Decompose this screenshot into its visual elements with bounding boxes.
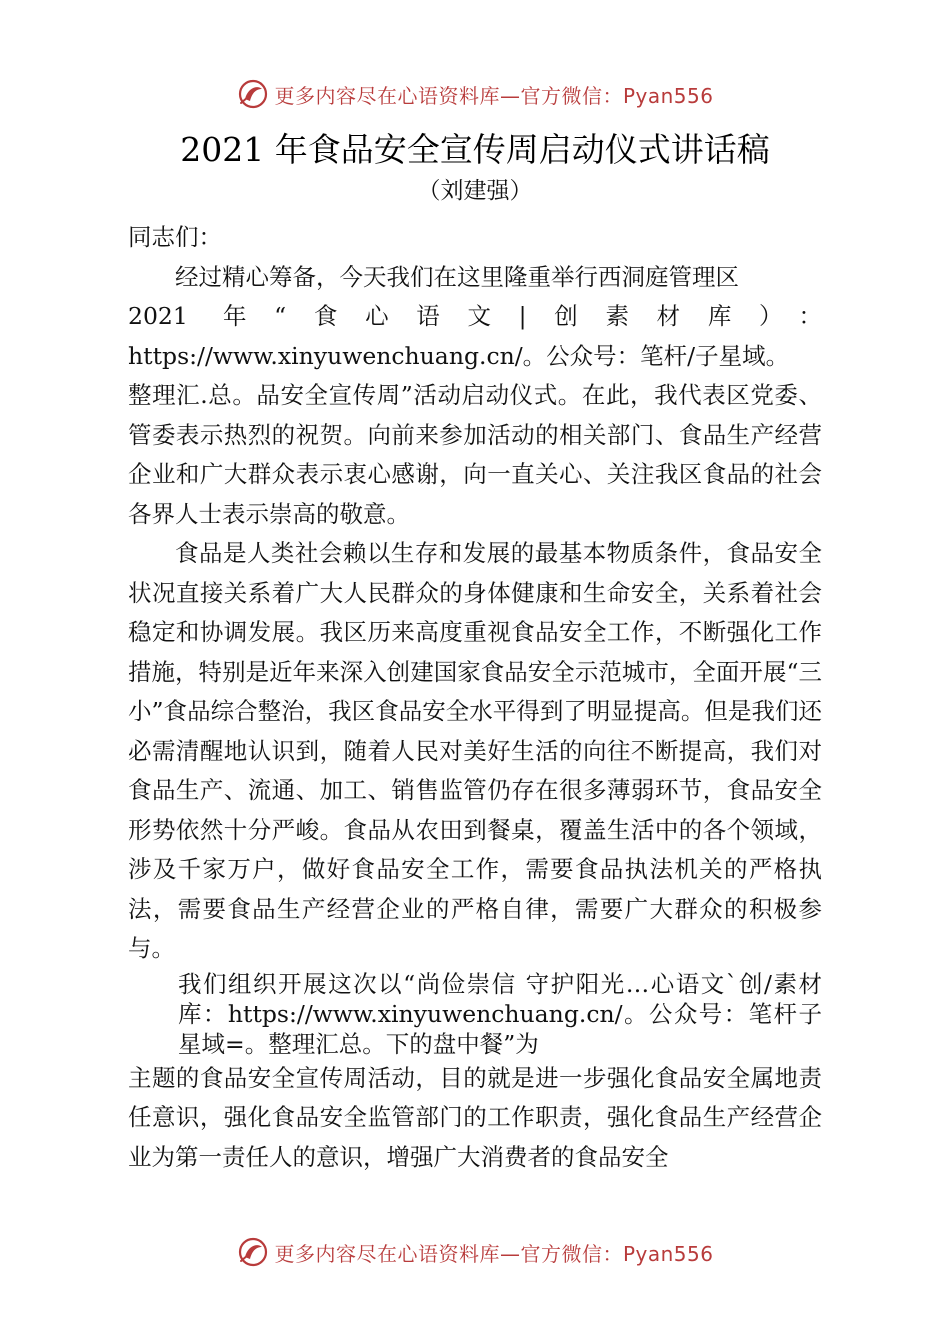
salutation: 同志们： [128, 223, 222, 251]
footer-banner [0, 1232, 950, 1272]
document-title: 2021 年食品安全宣传周启动仪式讲话稿 [180, 130, 770, 169]
paragraph-3-block: 我们组织开展这次以“尚俭崇信 守护阳光…心语文`创/素材库：https://www.xinyuwenchuang.cn/。公众号：笔杆子星域=。整理汇总。下的盘中餐”为 [178, 969, 822, 1058]
paragraph-2: 食品是人类社会赖以生存和发展的最基本物质条件，食品安全状况直接关系着广大人民群众的身体健康和生命安全，关系着社会稳定和协调发展。我区历来高度重视食品安全工作，不断强化工作措施，特别是近年来深入创建国家食品安全示范城市，全面开展“三小”食品综合整治，我区食品安全水平得到了明显提高。但是我们还必需清醒地认识到，随着人民对美好生活的向往不断提高，我们对食品生产、流通、加工、销售监管仍存在很多薄弱环节，食品安全形势依然十分严峻。食品从农田到餐桌，覆盖生活中的各个领域，涉及千家万户，做好食品安全工作，需要食品执法机关的严格执法，需要食品生产经营企业的严格自律，需要广大群众的积极参与。 [128, 539, 822, 962]
paragraph-3-rest: 主题的食品安全宣传周活动，目的就是进一步强化食品安全属地责任意识，强化食品安全监管部门的工作职责，强化食品生产经营企业为第一责任人的意识，增强广大消费者的食品安全 [128, 1063, 822, 1171]
paragraph-1-line-1: 经过精心筹备，今天我们在这里隆重举行西洞庭管理区 [175, 262, 739, 291]
banner-text: 更多内容尽在心语资料库—官方微信：Pyan556 [274, 1241, 714, 1266]
paragraph-1-line-2: 2021 年“食心语文|创素材库）： [128, 302, 822, 330]
red-swirl-logo-icon [236, 1235, 270, 1269]
document-body [128, 218, 822, 1177]
document-author: （刘建强） [417, 178, 533, 204]
paragraph-1-rest: 整理汇.总。品安全宣传周”活动启动仪式。在此，我代表区党委、管委表示热烈的祝贺。向前来参加活动的相关部门、食品生产经营企业和广大群众表示衷心感谢，向一直关心、关注我区食品的社会各界人士表示崇高的敬意。 [128, 381, 822, 528]
banner-text: 更多内容尽在心语资料库—官方微信：Pyan556 [274, 83, 714, 108]
paragraph-1-line-3: https://www.xinyuwenchuang.cn/。公众号：笔杆/子星域。 [128, 341, 790, 370]
red-swirl-logo-icon [236, 77, 270, 111]
header-banner [0, 74, 950, 114]
